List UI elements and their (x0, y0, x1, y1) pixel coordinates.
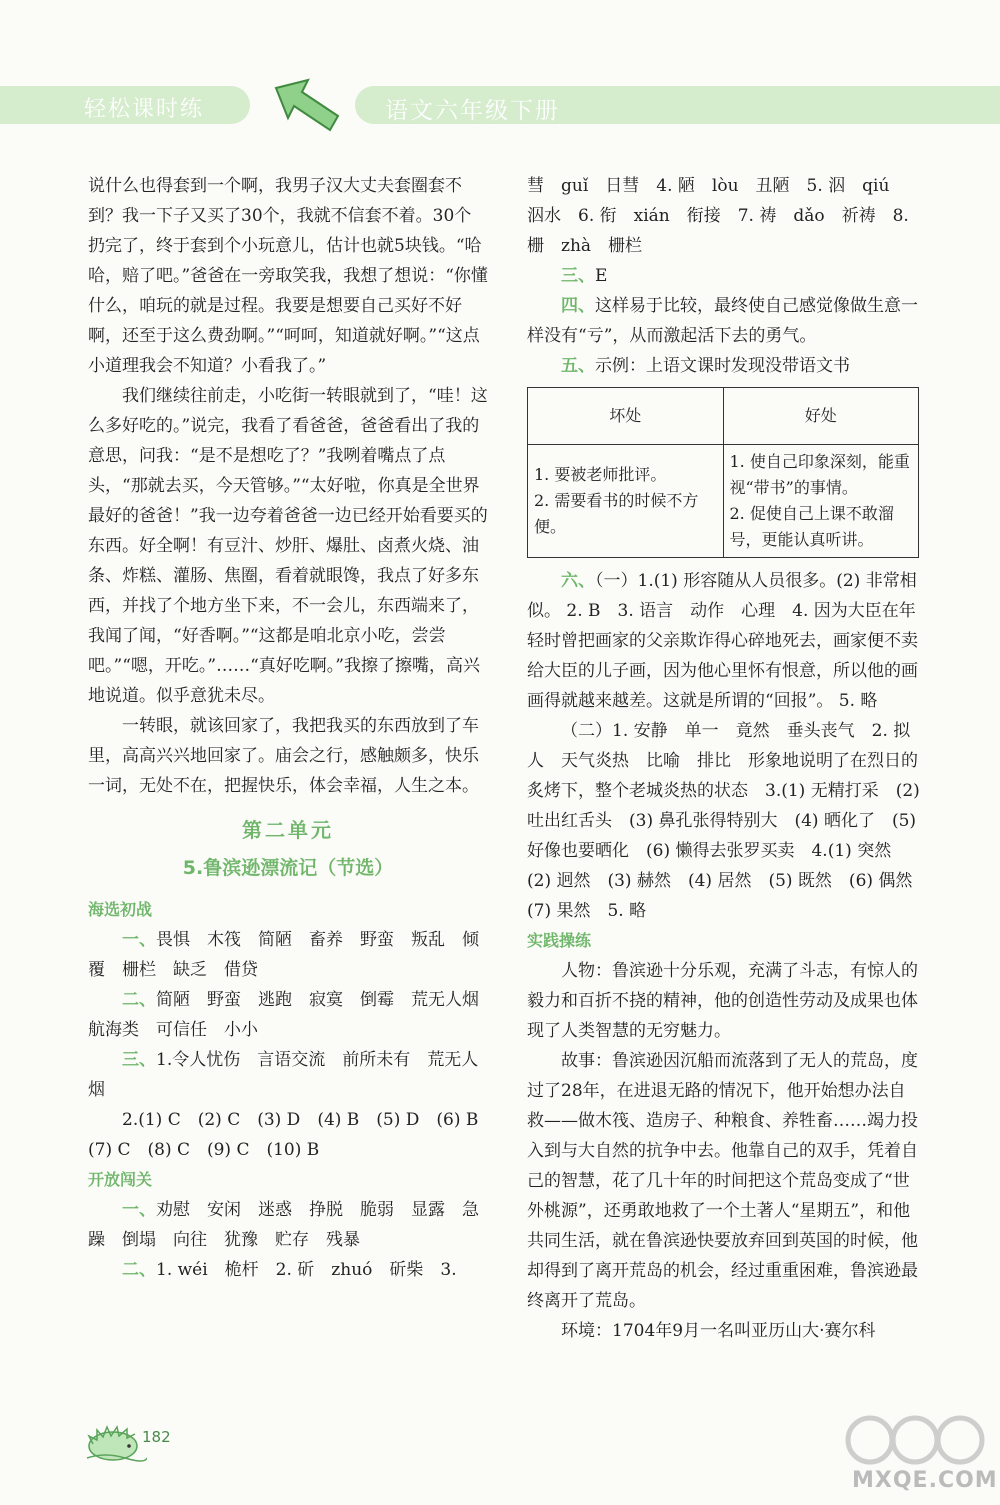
item-number: 二、 (122, 1260, 156, 1280)
table-header: 好处 (723, 388, 919, 445)
answer-item (88, 925, 488, 985)
answer-item: 彗 guǐ 日彗 4. 陋 lòu 丑陋 5. 泅 qiú 泅水 6. 衔 xián 衔接 7. 祷 dǎo 祈祷 8. 栅 zhà 栅栏 (527, 176, 909, 256)
answer-paragraph: 人物：鲁滨逊十分乐观，充满了斗志，有惊人的毅力和百折不挠的精神，他的创造性劳动及成果也体现了人类智慧的无穷魅力。 (527, 961, 918, 1041)
section-heading: 海选初战 (88, 900, 153, 919)
item-number: 六、 (561, 571, 595, 591)
item-number: 五、 (561, 356, 595, 376)
item-number: 一、 (122, 930, 156, 950)
watermark-text: MXQE.COM (852, 1468, 998, 1493)
answer-text: 畏惧 木筏 简陋 畜养 野蛮 叛乱 倾覆 栅栏 缺乏 借贷 (88, 930, 479, 980)
answer-paragraph: 环境：1704年9月一名叫亚历山大·赛尔科 (561, 1321, 876, 1341)
answer-item (527, 261, 922, 291)
answer-item (527, 291, 922, 351)
table-header: 坏处 (528, 388, 724, 445)
page-number: 182 (142, 1428, 171, 1446)
answer-paragraph: 故事：鲁滨逊因沉船而流落到了无人的荒岛，度过了28年，在进退无路的情况下，他开始想办法自救——做木筏、造房子、种粮食、养牲畜……竭力投入到与大自然的抗争中去。他靠自己的双手，凭着自己的智慧，花了几十年的时间把这个荒岛变成了“世外桃源”，还勇敢地救了一个土著人“星期五”，和他共同生活，就在鲁滨逊快要放弃回到英国的时候，他却得到了离开荒岛的机会，经过重重困难，鲁滨逊最终离开了荒岛。 (527, 1051, 918, 1311)
left-column (88, 171, 496, 1285)
answer-text: 劝慰 安闲 迷惑 挣脱 脆弱 显露 急躁 倒塌 向往 犹豫 贮存 残暴 (88, 1200, 479, 1250)
answer-item: （二）1. 安静 单一 竟然 垂头丧气 2. 拟人 天气炎热 比喻 排比 形象地说明了在烈日的炙烤下，整个老城炎热的状态 3.(1) 无精打采 (2) 吐出红舌头 (3) 鼻孔张得特别大 (4) 晒化了 (5) 好像也要晒化 (6) 懒得去张罗买卖 4.(1) 突然 (2) 迥然 (3) 赫然 (4) 居然 (5) 既然 (6) 偶然 (7) 果然 5. 略 (527, 721, 930, 921)
answer-text: （一）1.(1) 形容随从人员很多。(2) 非常相似。 2. B 3. 语言 动作 心理 4. 因为大臣在年轻时曾把画家的父亲欺诈得心碎地死去，画家便不卖给大臣的儿子画，因为他心里怀有恨意，所以他的画画得就越来越差。这就是所谓的“回报”。 5. 略 (527, 571, 918, 711)
lesson-title: 5.鲁滨逊漂流记（节选） (182, 857, 394, 879)
series-label: 轻松课时练 (84, 97, 205, 122)
answer-text: 1.令人忧伤 言语交流 前所未有 荒无人烟 (88, 1050, 479, 1100)
item-number: 二、 (122, 990, 156, 1010)
table-cell (723, 445, 919, 558)
right-column (527, 171, 930, 1346)
section-heading: 开放闯关 (88, 1170, 153, 1189)
arrow-icon (268, 76, 348, 136)
hedgehog-icon (85, 1422, 147, 1462)
answer-item: 2.(1) C (2) C (3) D (4) B (5) D (6) B (7) C (8) C (9) C (10) B (88, 1110, 496, 1160)
answer-item (88, 985, 496, 1045)
answer-item (527, 566, 922, 716)
section-heading: 实践操练 (527, 931, 592, 950)
pros-cons-table (527, 387, 919, 558)
answer-item (527, 351, 922, 381)
answer-text: 示例：上语文课时发现没带语文书 (595, 356, 850, 376)
table-line: 2. 促使自己上课不敢溜号，更能认真听讲。 (729, 504, 894, 549)
table-line: 2. 需要看书的时候不方便。 (534, 491, 699, 536)
essay-paragraph: 我们继续往前走，小吃街一转眼就到了，“哇！这么多好吃的。”说完，我看了看爸爸，爸爸看出了我的意思，问我：“是不是想吃了？”我咧着嘴点了点头，“那就去买，今天管够。”“太好啦，你真是全世界最好的爸爸！”我一边夸着爸爸一边已经开始看要买的东西。好全啊！有豆汁、炒肝、爆肚、卤煮火烧、油条、炸糕、灌肠、焦圈，看着就眼馋，我点了好多东西，并找了个地方坐下来，不一会儿，东西端来了，我闻了闻，“好香啊。”“这都是咱北京小吃，尝尝吧。”“嗯，开吃。”……“真好吃啊。”我擦了擦嘴，高兴地说道。似乎意犹未尽。 (88, 386, 488, 706)
answer-text: 1. wéi 桅杆 2. 斫 zhuó 斫柴 3. (156, 1260, 457, 1280)
table-line: 1. 要被老师批评。 (534, 465, 667, 484)
essay-paragraph: 一转眼，就该回家了，我把我买的东西放到了车里，高高兴兴地回家了。庙会之行，感触颇多，快乐一词，无处不在，把握快乐，体会幸福，人生之本。 (88, 716, 479, 796)
answer-text: 这样易于比较，最终使自己感觉像做生意一样没有“亏”，从而激起活下去的勇气。 (527, 296, 918, 346)
essay-paragraph: 说什么也得套到一个啊，我男子汉大丈夫套圈套不到？我一下子又买了30个，我就不信套不着。30个扔完了，终于套到个小玩意儿，估计也就5块钱。“哈哈，赔了吧。”爸爸在一旁取笑我，我想了想说：“你懂什么，咱玩的就是过程。我要是想要自己买好不好啊，还至于这么费劲啊。”“呵呵，知道就好啊。”“这点小道理我会不知道？小看我了。” (88, 176, 488, 376)
item-number: 三、 (561, 266, 595, 286)
answer-item (88, 1045, 488, 1105)
table-cell (528, 445, 724, 558)
unit-title: 第二单元 (242, 818, 334, 842)
item-number: 一、 (122, 1200, 156, 1220)
answer-item (88, 1255, 488, 1285)
book-title: 语文六年级下册 (385, 98, 560, 124)
answer-text: E (595, 266, 608, 286)
answer-item (88, 1195, 488, 1255)
answer-text: 简陋 野蛮 逃跑 寂寞 倒霉 荒无人烟 航海类 可信任 小小 (88, 990, 496, 1040)
item-number: 三、 (122, 1050, 156, 1070)
table-line: 1. 使自己印象深刻，能重视“带书”的事情。 (729, 452, 910, 497)
item-number: 四、 (561, 296, 595, 316)
